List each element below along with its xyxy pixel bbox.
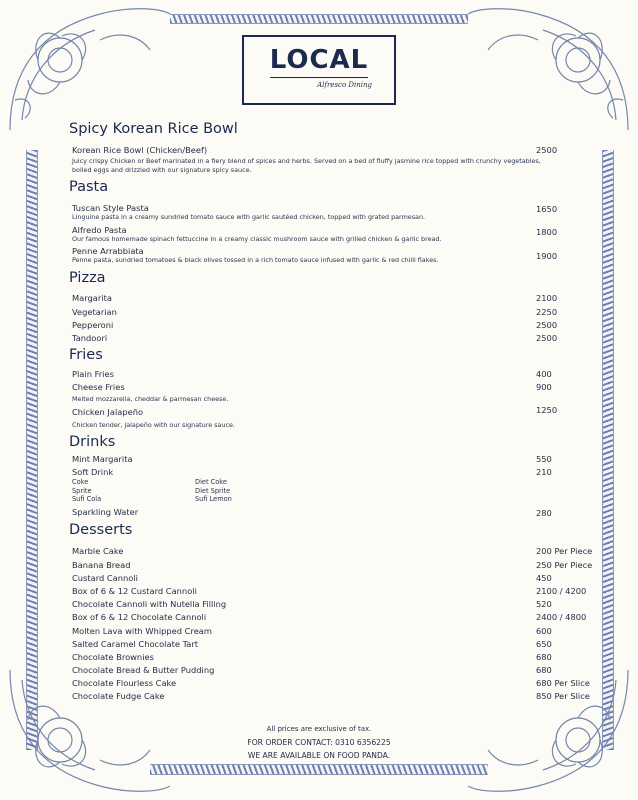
menu-item-name: Margarita bbox=[72, 293, 112, 303]
order-contact: FOR ORDER CONTACT: 0310 6356225 bbox=[247, 738, 391, 747]
menu-item-price: 680 Per Slice bbox=[536, 678, 590, 688]
menu-item-name: Cheese Fries bbox=[72, 382, 125, 392]
menu-item-price: 600 bbox=[536, 626, 552, 636]
menu-item-name: Chocolate Flourless Cake bbox=[72, 678, 177, 688]
menu-item-price: 2100 / 4200 bbox=[536, 586, 587, 596]
menu-item-price: 2500 bbox=[536, 145, 558, 155]
soft-drink-option: Coke bbox=[72, 478, 89, 486]
tax-note: All prices are exclusive of tax. bbox=[266, 725, 372, 733]
foodpanda-note: WE ARE AVAILABLE ON FOOD PANDA. bbox=[247, 751, 391, 760]
menu-item-price: 1900 bbox=[536, 251, 558, 261]
menu-item-price: 680 bbox=[536, 652, 552, 662]
menu-item-price: 1650 bbox=[536, 204, 558, 214]
menu-item-price: 450 bbox=[536, 573, 552, 583]
menu-item-price: 650 bbox=[536, 639, 552, 649]
menu-item-name: Soft Drink bbox=[72, 467, 114, 477]
menu-item-name: Chocolate Cannoli with Nutella Filling bbox=[72, 599, 227, 609]
soft-drink-option: Diet Coke bbox=[195, 478, 227, 486]
menu-item-description: Penne pasta, sundried tomatoes & black olives tossed in a rich tomato sauce infused with garlic & red chilli flakes. bbox=[72, 256, 439, 264]
section-title-desserts: Desserts bbox=[69, 522, 133, 538]
menu-item-name: Banana Bread bbox=[72, 560, 131, 570]
menu-item-description: Our famous homemade spinach fettuccine in a creamy classic mushroom sauce with grilled chicken & garlic bread. bbox=[72, 235, 442, 243]
menu-item-name: Chocolate Brownies bbox=[72, 652, 154, 662]
menu-item-name: Tuscan Style Pasta bbox=[72, 203, 149, 213]
logo bbox=[242, 35, 396, 105]
menu-item-name: Box of 6 & 12 Custard Cannoli bbox=[72, 586, 197, 596]
menu-item-price: 210 bbox=[536, 467, 552, 477]
menu-item-description: Juicy crispy Chicken or Beef marinated in a fiery blend of spices and herbs. Served on a bed of fluffy jasmine rice topped with crunchy vegetables, boiled eggs and drizzled with our signature spicy sauce. bbox=[72, 157, 541, 174]
menu-item-price: 520 bbox=[536, 599, 552, 609]
menu-item-name: Plain Fries bbox=[72, 369, 114, 379]
section-title-drinks: Drinks bbox=[69, 434, 116, 450]
menu-item-price: 1250 bbox=[536, 405, 558, 415]
menu-item-price: 2250 bbox=[536, 307, 558, 317]
rope-border-top bbox=[170, 14, 468, 24]
menu-item-price: 1800 bbox=[536, 227, 558, 237]
corner-ornament-top-left bbox=[0, 0, 175, 140]
menu-item-name: Custard Cannoli bbox=[72, 573, 138, 583]
section-title-fries: Fries bbox=[69, 347, 103, 363]
soft-drink-option: Sufi Lemon bbox=[195, 495, 232, 503]
menu-item-name: Box of 6 & 12 Chocolate Cannoli bbox=[72, 612, 207, 622]
menu-item-description: Linguine pasta in a creamy sundried tomato sauce with garlic sautéed chicken, topped with grated parmesan. bbox=[72, 213, 426, 221]
menu-item-price: 2400 / 4800 bbox=[536, 612, 587, 622]
menu-item-price: 2100 bbox=[536, 293, 558, 303]
menu-item-name: Alfredo Pasta bbox=[72, 225, 127, 235]
menu-item-description: Melted mozzarella, cheddar & parmesan cheese. bbox=[72, 395, 229, 403]
section-title-korean: Spicy Korean Rice Bowl bbox=[69, 121, 238, 137]
soft-drink-option: Sprite bbox=[72, 486, 92, 495]
menu-item-price: 850 Per Slice bbox=[536, 691, 590, 701]
menu-item-name: Korean Rice Bowl (Chicken/Beef) bbox=[72, 145, 208, 155]
menu-item-name: Chocolate Bread & Butter Pudding bbox=[72, 665, 215, 675]
menu-item-price: 250 Per Piece bbox=[536, 560, 593, 570]
menu-item-name: Marble Cake bbox=[72, 546, 124, 556]
menu-item-price: 200 Per Piece bbox=[536, 546, 593, 556]
menu-item-name: Pepperoni bbox=[72, 320, 114, 330]
menu-item-price: 900 bbox=[536, 382, 552, 392]
section-title-pizza: Pizza bbox=[69, 270, 106, 286]
corner-ornament-top-right bbox=[463, 0, 638, 140]
rope-border-bottom bbox=[150, 764, 488, 775]
menu-item-name: Penne Arrabbiata bbox=[72, 246, 144, 256]
menu-item-name: Salted Caramel Chocolate Tart bbox=[72, 639, 199, 649]
menu-item-price: 680 bbox=[536, 665, 552, 675]
menu-item-name: Vegetarian bbox=[72, 307, 117, 317]
logo-wordmark: LOCAL bbox=[269, 45, 369, 75]
menu-item-name: Chocolate Fudge Cake bbox=[72, 691, 165, 701]
menu-item-description: Chicken tender, jalapeño with our signature sauce. bbox=[72, 421, 235, 429]
menu-item-name: Tandoori bbox=[72, 333, 108, 343]
soft-drink-option: Diet Sprite bbox=[195, 486, 231, 495]
menu-item-name: Sparkling Water bbox=[72, 507, 139, 517]
menu-item-price: 280 bbox=[536, 508, 552, 518]
logo-tagline: Alfresco Dining bbox=[317, 81, 372, 89]
menu-item-price: 2500 bbox=[536, 320, 558, 330]
menu-item-price: 400 bbox=[536, 369, 552, 379]
section-title-pasta: Pasta bbox=[69, 179, 109, 195]
menu-item-name: Molten Lava with Whipped Cream bbox=[72, 626, 212, 636]
menu-item-name: Chicken Jalapeño bbox=[72, 407, 144, 417]
menu-item-name: Mint Margarita bbox=[72, 454, 133, 464]
menu-item-price: 2500 bbox=[536, 333, 558, 343]
menu-item-price: 550 bbox=[536, 454, 552, 464]
soft-drink-option: Sufi Cola bbox=[72, 495, 102, 503]
logo-divider bbox=[270, 77, 368, 78]
